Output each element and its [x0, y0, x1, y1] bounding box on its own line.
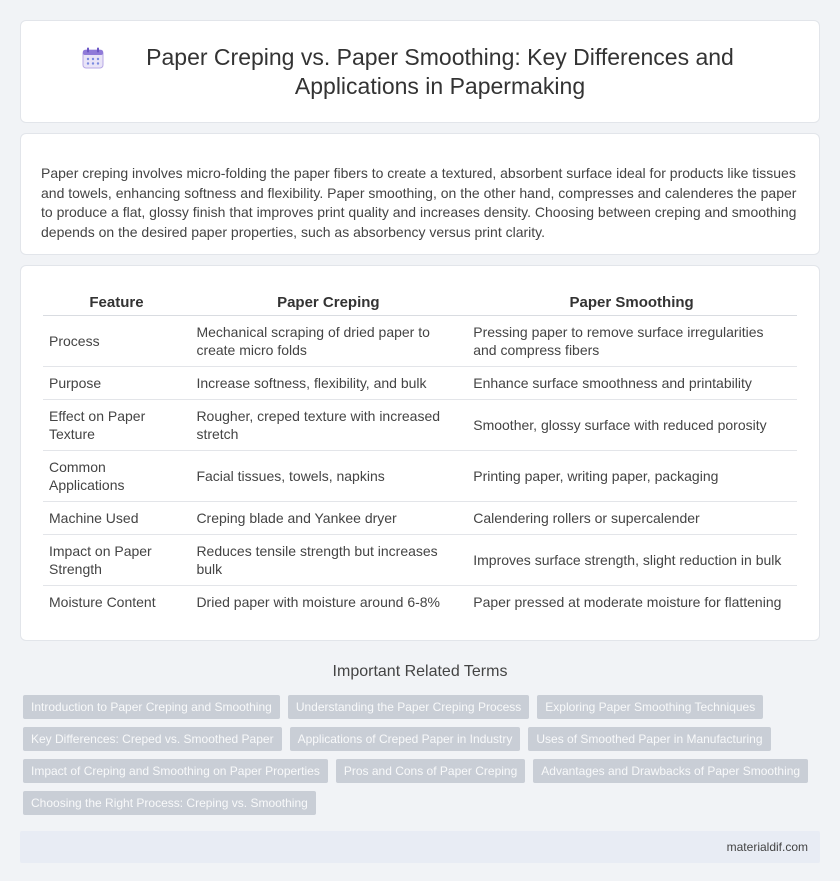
related-term-tag[interactable]: Exploring Paper Smoothing Techniques — [537, 695, 763, 719]
table-cell-feature: Moisture Content — [43, 586, 190, 619]
related-term-tag[interactable]: Applications of Creped Paper in Industry — [290, 727, 521, 751]
header-feature: Feature — [43, 290, 190, 316]
header-card — [20, 20, 820, 123]
page-title: Paper Creping vs. Paper Smoothing: Key Differences and Applications in Papermaking — [146, 43, 734, 99]
table-cell-feature: Purpose — [43, 367, 190, 400]
related-term-tag[interactable]: Choosing the Right Process: Creping vs. Smoothing — [23, 791, 316, 815]
table-row — [43, 316, 797, 367]
related-term-tag[interactable]: Uses of Smoothed Paper in Manufacturing — [528, 727, 770, 751]
table-cell-smoothing: Printing paper, writing paper, packaging — [467, 451, 797, 502]
table-cell-creping: Rougher, creped texture with increased stretch — [190, 400, 467, 451]
comparison-table-card — [20, 265, 820, 641]
table-cell-smoothing: Smoother, glossy surface with reduced porosity — [467, 400, 797, 451]
table-cell-smoothing: Pressing paper to remove surface irregularities and compress fibers — [467, 316, 797, 367]
table-cell-creping: Mechanical scraping of dried paper to create micro folds — [190, 316, 467, 367]
table-cell-creping: Creping blade and Yankee dryer — [190, 502, 467, 535]
related-term-tag[interactable]: Key Differences: Creped vs. Smoothed Paper — [23, 727, 282, 751]
related-term-tag[interactable]: Impact of Creping and Smoothing on Paper Properties — [23, 759, 328, 783]
table-row — [43, 586, 797, 619]
table-cell-creping: Facial tissues, towels, napkins — [190, 451, 467, 502]
related-term-tag[interactable]: Advantages and Drawbacks of Paper Smoothing — [533, 759, 808, 783]
table-cell-feature: Effect on Paper Texture — [43, 400, 190, 451]
table-cell-feature: Impact on Paper Strength — [43, 535, 190, 586]
table-row — [43, 451, 797, 502]
table-cell-smoothing: Enhance surface smoothness and printability — [467, 367, 797, 400]
table-cell-feature: Machine Used — [43, 502, 190, 535]
table-cell-smoothing: Paper pressed at moderate moisture for flattening — [467, 586, 797, 619]
related-terms-tags — [20, 695, 820, 815]
calendar-icon — [80, 45, 106, 71]
table-cell-feature: Common Applications — [43, 451, 190, 502]
comparison-table — [43, 290, 797, 618]
related-terms-section — [20, 641, 820, 815]
table-row — [43, 502, 797, 535]
header-inner — [80, 43, 760, 101]
related-term-tag[interactable]: Introduction to Paper Creping and Smoothing — [23, 695, 280, 719]
related-terms-title: Important Related Terms — [332, 663, 508, 680]
table-cell-creping: Increase softness, flexibility, and bulk — [190, 367, 467, 400]
header-paper-creping: Paper Creping — [190, 290, 467, 316]
table-cell-smoothing: Improves surface strength, slight reduction in bulk — [467, 535, 797, 586]
footer — [20, 831, 820, 863]
header-paper-smoothing: Paper Smoothing — [467, 290, 797, 316]
table-row — [43, 400, 797, 451]
table-cell-smoothing: Calendering rollers or supercalender — [467, 502, 797, 535]
table-header-row — [43, 290, 797, 316]
related-term-tag[interactable]: Understanding the Paper Creping Process — [288, 695, 529, 719]
intro-text: Paper creping involves micro-folding the paper fibers to create a textured, absorbent surface ideal for products like tissues and towels, enhancing softness and flexibility. Paper smoothing, on the other hand, compresses and calenderes the paper to produce a flat, glossy finish that improves print quality and increases density. Choosing between creping and smoothing depends on the desired paper properties, such as absorbency versus print clarity. — [41, 165, 797, 240]
table-row — [43, 367, 797, 400]
table-cell-creping: Reduces tensile strength but increases bulk — [190, 535, 467, 586]
intro-card — [20, 133, 820, 255]
related-term-tag[interactable]: Pros and Cons of Paper Creping — [336, 759, 525, 783]
footer-site-link[interactable]: materialdif.com — [726, 840, 808, 854]
table-row — [43, 535, 797, 586]
table-cell-creping: Dried paper with moisture around 6-8% — [190, 586, 467, 619]
table-cell-feature: Process — [43, 316, 190, 367]
